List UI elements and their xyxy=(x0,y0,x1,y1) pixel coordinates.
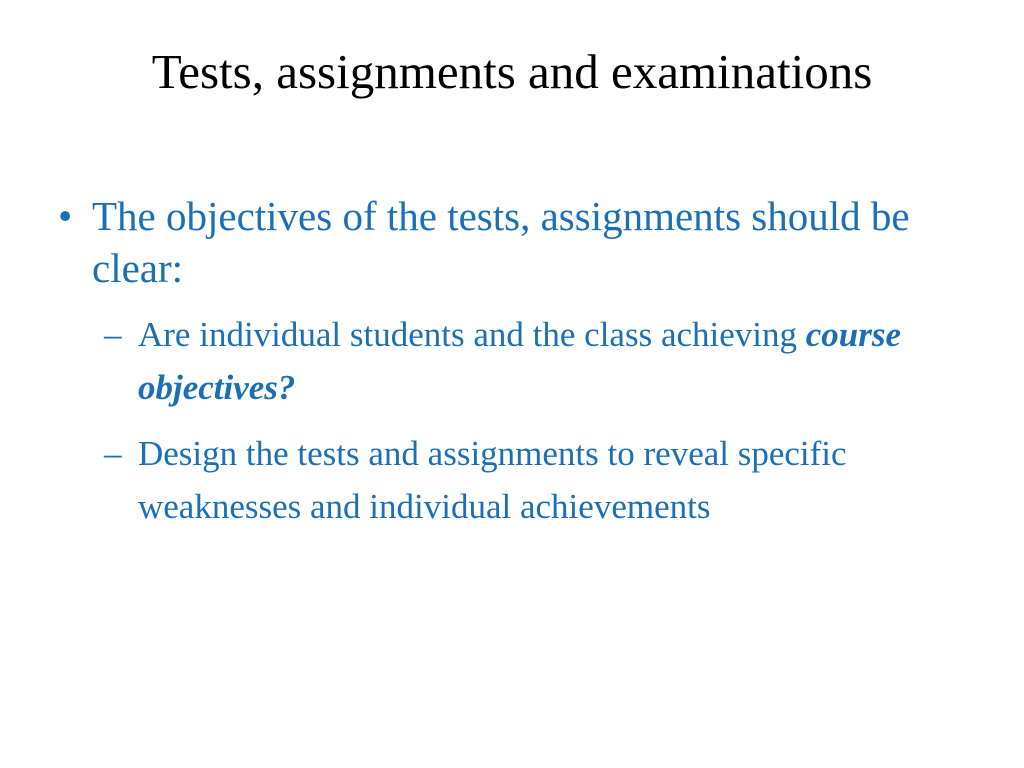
sub-bullet-text: Design the tests and assignments to reveal specific weaknesses and individual achievements xyxy=(138,433,847,526)
sub-bullet-list xyxy=(104,308,938,533)
sub-bullet-item xyxy=(104,427,938,533)
dash-icon: – xyxy=(104,315,122,355)
sub-bullet-item xyxy=(104,308,938,414)
bullet-item xyxy=(58,190,938,294)
sub-bullet-plain-text: Are individual students and the class achieving xyxy=(138,315,806,355)
slide-title: Tests, assignments and examinations xyxy=(151,44,873,99)
slide-body xyxy=(58,190,938,545)
bullet-text: The objectives of the tests, assignments should be clear: xyxy=(92,193,910,292)
dash-icon: – xyxy=(104,433,122,473)
bullet-dot-icon: • xyxy=(58,193,73,239)
sub-bullet-text xyxy=(138,308,938,414)
sub-bullet-emphasis: course objectives? xyxy=(138,315,902,408)
